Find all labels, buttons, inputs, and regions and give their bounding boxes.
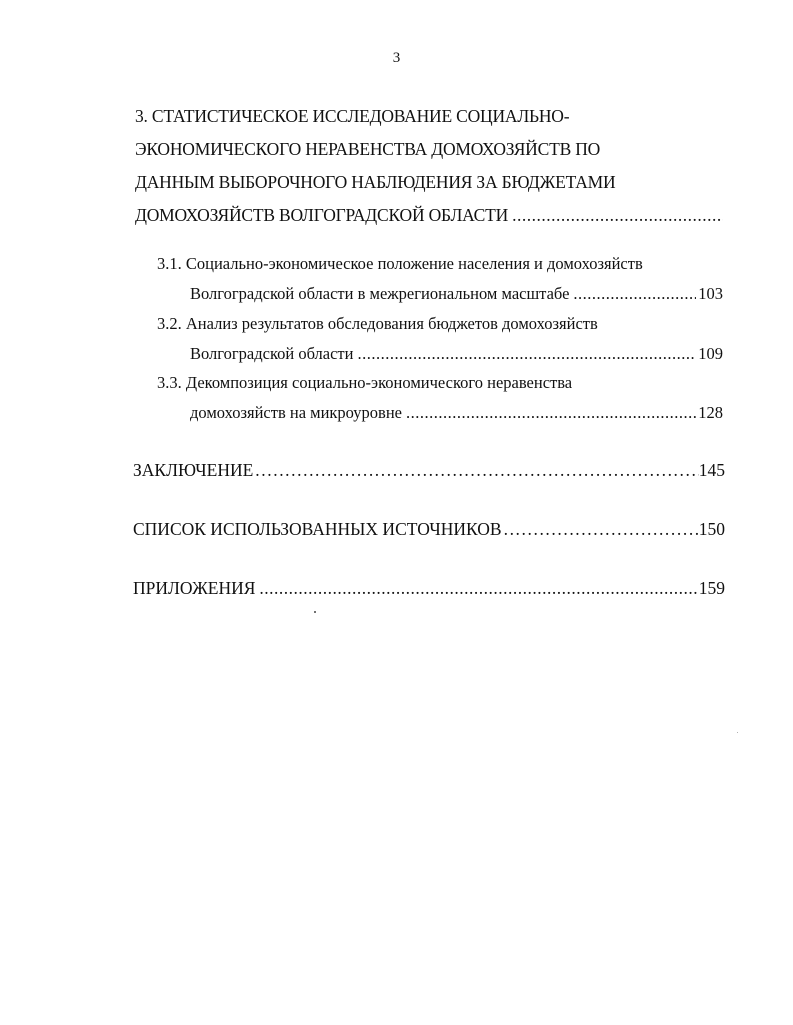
toc-section-continuation-text: домохозяйств на микроуровне [190,403,403,422]
toc-section-continuation [190,339,723,369]
dot-leader [512,199,723,232]
toc-section-continuation-text: Волгоградской области [190,344,354,363]
dot-leader [357,339,696,369]
chapter-title-line-2: ЭКОНОМИЧЕСКОГО НЕРАВЕНСТВА ДОМОХОЗЯЙСТВ ПО [135,139,601,159]
chapter-title-line-4 [135,199,725,232]
toc-entry-title: ПРИЛОЖЕНИЯ [133,578,256,598]
toc-entry-title: ЗАКЛЮЧЕНИЕ [133,460,254,480]
toc-page-number: 145 [698,460,725,480]
chapter-3-title [135,100,725,232]
toc-entry-conclusion [133,458,725,482]
toc-entry-appendices [133,576,725,600]
toc-section-heading: 3.2. Анализ результатов обследования бюджетов домохозяйств [157,314,598,333]
toc-page-number: 128 [698,403,723,422]
toc-section-heading: 3.1. Социально-экономическое положение населения и домохозяйств [157,254,643,273]
toc-section-3-3 [157,368,723,428]
toc-page-number: 150 [698,519,725,539]
toc-section-continuation [190,398,723,428]
toc-entry-references [133,517,725,541]
dot-leader [504,517,699,541]
toc-entry-title: СПИСОК ИСПОЛЬЗОВАННЫХ ИСТОЧНИКОВ [133,519,502,539]
toc-page-number: 103 [698,284,723,303]
toc-page-number: 109 [698,344,723,363]
scan-speck [314,611,316,613]
dot-leader [573,279,696,309]
toc-page-number: 159 [698,578,725,598]
chapter-title-line-1: 3. СТАТИСТИЧЕСКОЕ ИССЛЕДОВАНИЕ СОЦИАЛЬНО- [135,106,570,126]
scan-speck [737,732,738,733]
toc-section-3-2 [157,309,723,369]
dot-leader [255,458,698,482]
toc-section-continuation [190,279,723,309]
toc-section-3-1 [157,249,723,309]
dot-leader [259,576,696,600]
dot-leader [406,398,696,428]
toc-section-heading: 3.3. Декомпозиция социально-экономического неравенства [157,373,573,392]
toc-section-continuation-text: Волгоградской области в межрегиональном масштабе [190,284,570,303]
page-number: 3 [392,50,401,66]
chapter-title-line-4-text: ДОМОХОЗЯЙСТВ ВОЛГОГРАДСКОЙ ОБЛАСТИ [135,205,509,225]
chapter-title-line-3: ДАННЫМ ВЫБОРОЧНОГО НАБЛЮДЕНИЯ ЗА БЮДЖЕТАМИ [135,172,616,192]
